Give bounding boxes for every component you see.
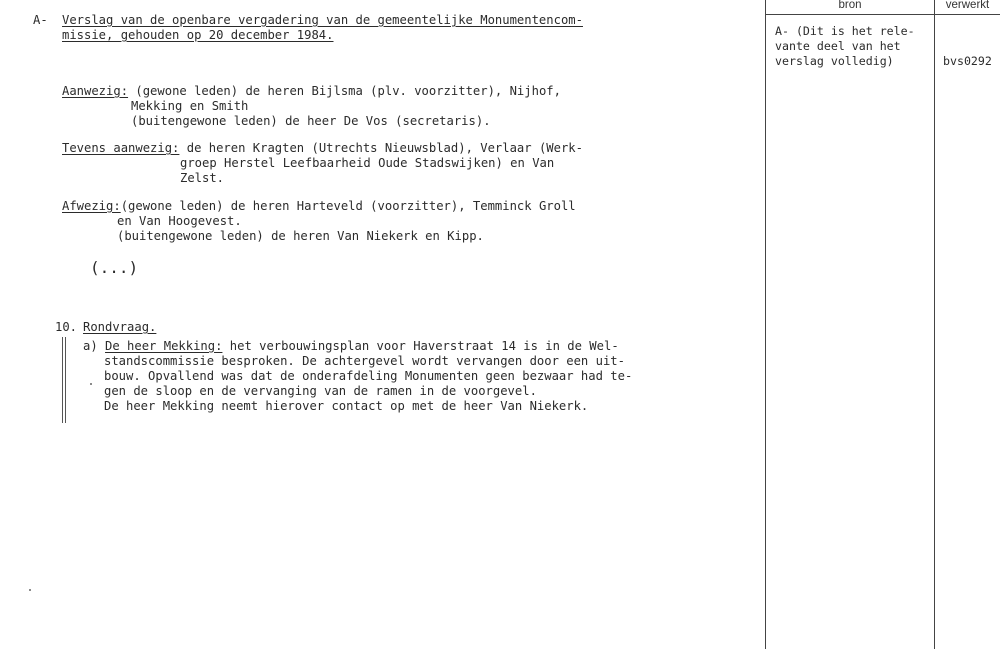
bron-note-line-3: verslag volledig)	[775, 54, 894, 68]
afwezig-line-3: (buitengewone leden) de heren Van Niekerk en Kipp.	[117, 229, 484, 243]
item-a-line-5: De heer Mekking neemt hierover contact op met de heer Van Niekerk.	[104, 399, 589, 413]
tevens-line-2: groep Herstel Leefbaarheid Oude Stadswijken) en Van	[180, 156, 555, 170]
margin-bar-1	[62, 337, 63, 423]
column-divider-left	[765, 0, 766, 649]
header-rule	[765, 14, 1000, 15]
aanwezig-label: Aanwezig:	[62, 84, 129, 98]
margin-dot	[90, 383, 92, 385]
aanwezig-text-1: (gewone leden) de heren Bijlsma (plv. voorzitter), Nijhof,	[128, 84, 561, 98]
header-verwerkt: verwerkt	[945, 0, 990, 11]
bron-note-line-2: vante deel van het	[775, 39, 901, 53]
aanwezig-line-2: Mekking en Smith	[131, 99, 249, 113]
tevens-text-1: de heren Kragten (Utrechts Nieuwsblad), Verlaar (Werk-	[179, 141, 583, 155]
item-speaker: De heer Mekking:	[105, 339, 223, 353]
report-title-line-1: Verslag van de openbare vergadering van de gemeentelijke Monumentencom-	[62, 13, 583, 27]
aanwezig-line-1	[62, 83, 561, 99]
item-a-text-1: het verbouwingsplan voor Haverstraat 14 is in de Wel-	[222, 339, 619, 353]
omission-ellipsis: (...)	[90, 258, 139, 277]
afwezig-label: Afwezig:	[62, 199, 121, 213]
tevens-label: Tevens aanwezig:	[62, 141, 180, 155]
verwerkt-code: bvs0292	[943, 54, 992, 68]
section-title: Rondvraag.	[83, 320, 157, 334]
section-marker: A-	[33, 13, 48, 27]
afwezig-line-1	[62, 198, 576, 214]
column-divider-right	[934, 0, 935, 649]
header-bron: bron	[838, 0, 862, 11]
item-letter: a)	[83, 339, 98, 353]
aanwezig-line-3: (buitengewone leden) de heer De Vos (secretaris).	[131, 114, 491, 128]
item-a-line-1	[83, 338, 619, 354]
item-a-line-3: bouw. Opvallend was dat de onderafdeling Monumenten geen bezwaar had te-	[104, 369, 633, 383]
item-a-line-2	[104, 353, 625, 369]
margin-bar-2	[65, 337, 66, 423]
afwezig-line-2: en Van Hoogevest.	[117, 214, 242, 228]
stray-dot	[29, 589, 31, 591]
report-title-line-2: missie, gehouden op 20 december 1984.	[62, 28, 334, 42]
tevens-line-1	[62, 140, 583, 156]
item-a-text-2: standscommissie besproken. De achtergevel wordt vervangen door een uit-	[104, 354, 625, 368]
section-number: 10.	[55, 320, 78, 334]
afwezig-text-1: (gewone leden) de heren Harteveld (voorzitter), Temminck Groll	[120, 199, 576, 213]
tevens-line-3: Zelst.	[180, 171, 225, 185]
bron-note-line-1: A- (Dit is het rele-	[775, 24, 915, 38]
item-a-line-4: gen de sloop en de vervanging van de ramen in de voorgevel.	[104, 384, 537, 398]
